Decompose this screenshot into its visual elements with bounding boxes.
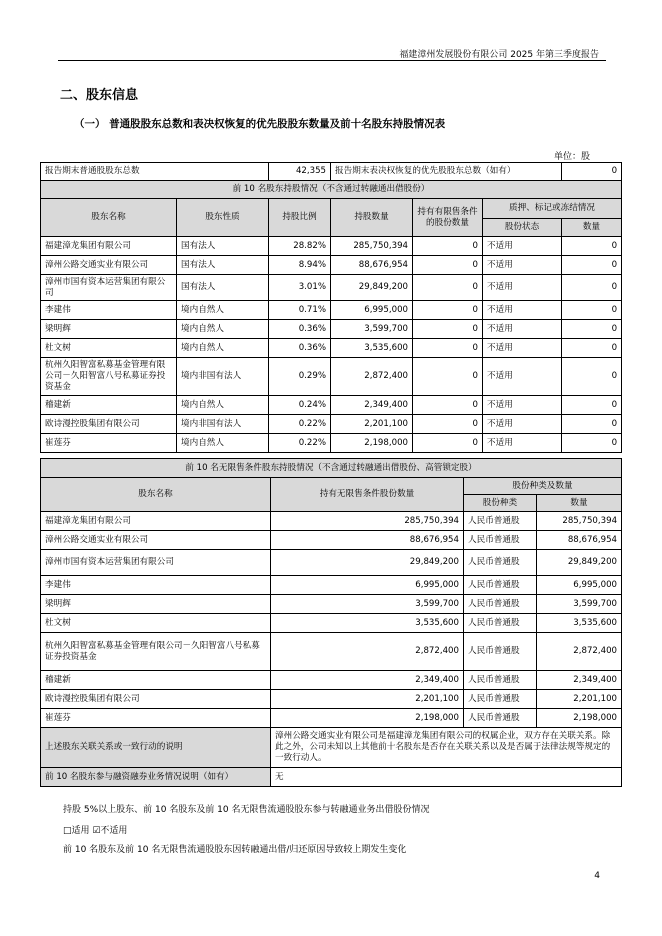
shareholder-name: 欧诗漫控股集团有限公司 [41, 415, 177, 434]
pledge-status: 不适用 [483, 275, 562, 301]
share-type: 人民币普通股 [464, 614, 537, 633]
pledge-quantity: 0 [562, 358, 622, 396]
note-change: 前 10 名股东及前 10 名无限售流通股股东因转融通出借/归还原因导致较上期发生变化 [63, 845, 407, 855]
unrestricted-shareholders-table [40, 458, 622, 787]
pledge-status: 不适用 [483, 434, 562, 453]
note-lending: 持股 5%以上股东、前 10 名股东及前 10 名无限售流通股股东参与转融通业务出借股份情况 [63, 805, 430, 815]
restricted-quantity: 0 [413, 396, 483, 415]
table-row [41, 595, 622, 614]
pledge-status: 不适用 [483, 237, 562, 256]
shareholder-name: 稽建新 [41, 671, 271, 690]
restricted-quantity: 0 [413, 320, 483, 339]
header-name: 股东名称 [41, 199, 177, 237]
shareholder-nature: 国有法人 [177, 275, 269, 301]
pledge-status: 不适用 [483, 396, 562, 415]
margin-text: 无 [271, 768, 622, 787]
top10-title: 前 10 名股东持股情况（不含通过转融通出借股份） [41, 181, 622, 199]
holding-ratio: 28.82% [269, 237, 331, 256]
shareholder-name: 梁明辉 [41, 595, 271, 614]
shareholder-name: 漳州市国有资本运营集团有限公司 [41, 550, 271, 576]
shareholder-name: 福建漳龙集团有限公司 [41, 512, 271, 531]
holding-ratio: 0.36% [269, 339, 331, 358]
shareholder-nature: 境内自然人 [177, 434, 269, 453]
holding-quantity: 2,872,400 [331, 358, 413, 396]
pledge-quantity: 0 [562, 301, 622, 320]
note-applicable: □适用 ☑不适用 [63, 826, 128, 836]
unrestricted-quantity: 2,349,400 [271, 671, 464, 690]
table-row [41, 358, 622, 396]
header-quantity: 持股数量 [331, 199, 413, 237]
restricted-quantity: 0 [413, 358, 483, 396]
table-row [41, 396, 622, 415]
unrestricted-quantity: 2,872,400 [271, 633, 464, 671]
header-name: 股东名称 [41, 478, 271, 512]
restricted-quantity: 0 [413, 237, 483, 256]
header-nature: 股东性质 [177, 199, 269, 237]
table-row [41, 709, 622, 728]
share-type: 人民币普通股 [464, 595, 537, 614]
unrestricted-quantity: 6,995,000 [271, 576, 464, 595]
table-row [41, 512, 622, 531]
restricted-quantity: 0 [413, 256, 483, 275]
holding-quantity: 2,201,100 [331, 415, 413, 434]
shareholder-nature: 境内自然人 [177, 396, 269, 415]
top10-title-row [41, 181, 622, 199]
relation-text: 漳州公路交通实业有限公司是福建漳龙集团有限公司的权属企业，双方存在关联关系。除此之外，公司未知以上其他前十名股东是否存在关联关系以及是否属于法律法规等规定的一致行动人。 [271, 728, 622, 768]
share-type: 人民币普通股 [464, 690, 537, 709]
preferred-holders-label: 报告期末表决权恢复的优先股股东总数（如有） [331, 163, 562, 181]
header-share-qty: 数量 [537, 495, 622, 512]
table-row [41, 275, 622, 301]
share-quantity: 3,599,700 [537, 595, 622, 614]
shareholder-name: 漳州市国有资本运营集团有限公司 [41, 275, 177, 301]
table-row [41, 339, 622, 358]
header-share-type: 股份种类 [464, 495, 537, 512]
top10-header-row [41, 199, 622, 219]
share-type: 人民币普通股 [464, 550, 537, 576]
pledge-quantity: 0 [562, 256, 622, 275]
holding-ratio: 0.22% [269, 415, 331, 434]
restricted-quantity: 0 [413, 301, 483, 320]
pledge-status: 不适用 [483, 320, 562, 339]
holding-quantity: 88,676,954 [331, 256, 413, 275]
common-holders-label: 报告期末普通股股东总数 [41, 163, 269, 181]
pledge-quantity: 0 [562, 396, 622, 415]
table-row [41, 320, 622, 339]
table-row [41, 256, 622, 275]
header-pledge-status: 股份状态 [483, 219, 562, 237]
table-row [41, 614, 622, 633]
header-type-group: 股份种类及数量 [464, 478, 622, 495]
table-row [41, 301, 622, 320]
share-quantity: 3,535,600 [537, 614, 622, 633]
table-row [41, 550, 622, 576]
top10-shareholders-table [40, 162, 622, 453]
unit-label: 单位：股 [553, 152, 590, 162]
shareholder-nature: 国有法人 [177, 256, 269, 275]
restricted-quantity: 0 [413, 415, 483, 434]
page-number: 4 [594, 871, 600, 881]
shareholder-name: 漳州公路交通实业有限公司 [41, 256, 177, 275]
holding-quantity: 2,198,000 [331, 434, 413, 453]
unrestricted-quantity: 3,599,700 [271, 595, 464, 614]
unrestricted-title-row [41, 459, 622, 478]
pledge-quantity: 0 [562, 237, 622, 256]
table-row [41, 576, 622, 595]
shareholder-name: 李建伟 [41, 301, 177, 320]
unrestricted-quantity: 3,535,600 [271, 614, 464, 633]
unrestricted-header-row [41, 478, 622, 495]
unrestricted-quantity: 285,750,394 [271, 512, 464, 531]
holding-ratio: 0.24% [269, 396, 331, 415]
share-type: 人民币普通股 [464, 512, 537, 531]
pledge-quantity: 0 [562, 434, 622, 453]
table-row [41, 237, 622, 256]
summary-row [41, 163, 622, 181]
shareholder-nature: 境内自然人 [177, 339, 269, 358]
margin-row [41, 768, 622, 787]
header-unrestricted-quantity: 持有无限售条件股份数量 [271, 478, 464, 512]
header-rule [58, 60, 606, 61]
share-quantity: 2,349,400 [537, 671, 622, 690]
share-type: 人民币普通股 [464, 633, 537, 671]
shareholder-name: 杭州久阳智富私募基金管理有限公司－久阳智富八号私募证券投资基金 [41, 358, 177, 396]
holding-quantity: 285,750,394 [331, 237, 413, 256]
pledge-status: 不适用 [483, 415, 562, 434]
subsection-title: （一） 普通股股东总数和表决权恢复的优先股股东数量及前十名股东持股情况表 [74, 118, 446, 130]
preferred-holders-value: 0 [562, 163, 622, 181]
holding-ratio: 3.01% [269, 275, 331, 301]
relation-row [41, 728, 622, 768]
shareholder-name: 梁明辉 [41, 320, 177, 339]
header-restricted: 持有有限售条件的股份数量 [413, 199, 483, 237]
table-row [41, 434, 622, 453]
pledge-quantity: 0 [562, 275, 622, 301]
header-pledge-qty: 数量 [562, 219, 622, 237]
pledge-status: 不适用 [483, 358, 562, 396]
share-quantity: 2,198,000 [537, 709, 622, 728]
share-type: 人民币普通股 [464, 576, 537, 595]
table-row [41, 415, 622, 434]
unrestricted-title: 前 10 名无限售条件股东持股情况（不含通过转融通出借股份、高管锁定股） [41, 459, 622, 478]
share-quantity: 2,201,100 [537, 690, 622, 709]
shareholder-nature: 境内非国有法人 [177, 415, 269, 434]
unrestricted-quantity: 29,849,200 [271, 550, 464, 576]
shareholder-name: 漳州公路交通实业有限公司 [41, 531, 271, 550]
pledge-status: 不适用 [483, 256, 562, 275]
restricted-quantity: 0 [413, 339, 483, 358]
shareholder-name: 崔莲芬 [41, 434, 177, 453]
table-row [41, 690, 622, 709]
unrestricted-quantity: 88,676,954 [271, 531, 464, 550]
pledge-quantity: 0 [562, 415, 622, 434]
holding-ratio: 0.22% [269, 434, 331, 453]
share-quantity: 88,676,954 [537, 531, 622, 550]
pledge-quantity: 0 [562, 320, 622, 339]
shareholder-nature: 国有法人 [177, 237, 269, 256]
holding-quantity: 3,535,600 [331, 339, 413, 358]
share-quantity: 29,849,200 [537, 550, 622, 576]
shareholder-nature: 境内自然人 [177, 320, 269, 339]
shareholder-name: 李建伟 [41, 576, 271, 595]
report-header: 福建漳州发展股份有限公司 2025 年第三季度报告 [399, 50, 599, 60]
table-row [41, 531, 622, 550]
header-ratio: 持股比例 [269, 199, 331, 237]
pledge-status: 不适用 [483, 339, 562, 358]
holding-ratio: 0.71% [269, 301, 331, 320]
shareholder-name: 杜文树 [41, 614, 271, 633]
shareholder-name: 杜文树 [41, 339, 177, 358]
section-title: 二、股东信息 [60, 88, 139, 103]
pledge-status: 不适用 [483, 301, 562, 320]
margin-label: 前 10 名股东参与融资融券业务情况说明（如有） [41, 768, 271, 787]
unrestricted-quantity: 2,201,100 [271, 690, 464, 709]
share-quantity: 6,995,000 [537, 576, 622, 595]
share-type: 人民币普通股 [464, 531, 537, 550]
shareholder-name: 崔莲芬 [41, 709, 271, 728]
holding-ratio: 0.36% [269, 320, 331, 339]
shareholder-nature: 境内自然人 [177, 301, 269, 320]
holding-quantity: 2,349,400 [331, 396, 413, 415]
table-row [41, 671, 622, 690]
header-pledge-group: 质押、标记或冻结情况 [483, 199, 622, 219]
restricted-quantity: 0 [413, 434, 483, 453]
pledge-quantity: 0 [562, 339, 622, 358]
shareholder-nature: 境内非国有法人 [177, 358, 269, 396]
holding-quantity: 29,849,200 [331, 275, 413, 301]
holding-quantity: 6,995,000 [331, 301, 413, 320]
restricted-quantity: 0 [413, 275, 483, 301]
share-quantity: 2,872,400 [537, 633, 622, 671]
holding-ratio: 8.94% [269, 256, 331, 275]
share-type: 人民币普通股 [464, 671, 537, 690]
share-quantity: 285,750,394 [537, 512, 622, 531]
table-row [41, 633, 622, 671]
shareholder-name: 欧诗漫控股集团有限公司 [41, 690, 271, 709]
share-type: 人民币普通股 [464, 709, 537, 728]
holding-ratio: 0.29% [269, 358, 331, 396]
common-holders-value: 42,355 [269, 163, 331, 181]
unrestricted-quantity: 2,198,000 [271, 709, 464, 728]
shareholder-name: 稽建新 [41, 396, 177, 415]
relation-label: 上述股东关联关系或一致行动的说明 [41, 728, 271, 768]
shareholder-name: 杭州久阳智富私募基金管理有限公司－久阳智富八号私募证券投资基金 [41, 633, 271, 671]
holding-quantity: 3,599,700 [331, 320, 413, 339]
shareholder-name: 福建漳龙集团有限公司 [41, 237, 177, 256]
